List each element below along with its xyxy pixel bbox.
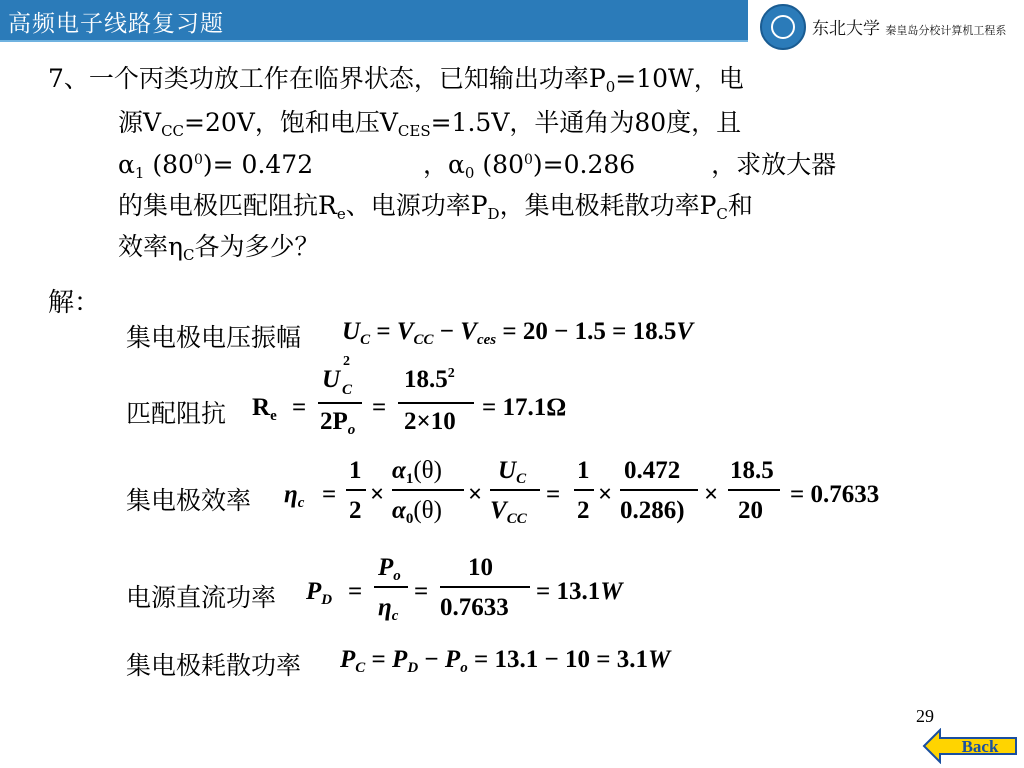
label-dc-power: 电源直流功率 bbox=[126, 583, 277, 612]
slide-title: 高频电子线路复习题 bbox=[8, 11, 224, 37]
equation-collector-efficiency: $\eta_c$ = 1 2 × $\alpha_1(\theta)$ $\alpha_0(\theta)$ × $U_C$ $V_{CC}$ = 1 2 × 0.472 0.286) × 18.5 20 = 0.7633 bbox=[284, 457, 880, 527]
label-dissipated-power: 集电极耗散功率 bbox=[126, 651, 302, 680]
question-line-5: 效率$\eta_C$各为多少？ bbox=[118, 232, 320, 264]
logo-name: 东北大学 bbox=[812, 19, 880, 39]
header-divider bbox=[0, 40, 748, 42]
question-line-2: 源$V_{CC}=20V$，饱和电压$V_{CES}=1.5V$，半通角为80度，且 bbox=[118, 108, 742, 140]
back-label: Back bbox=[961, 737, 999, 756]
solution-heading: 解： bbox=[48, 288, 101, 318]
equation-voltage-amplitude: $U_C = V_{CC} - V_{ces} = 20 - 1.5 = 18.5V$ bbox=[342, 318, 694, 348]
page-number: 29 bbox=[916, 706, 934, 726]
university-logo bbox=[760, 4, 1022, 54]
logo-department: 秦皇岛分校计算机工程系 bbox=[885, 24, 1007, 37]
equation-dissipated-power: $P_C = P_D - P_o = 13.1 - 10 = 3.1W$ bbox=[340, 646, 671, 676]
question-line-3: $\alpha_1$ $(80^0)= 0.472$ ，$\alpha_0$ $(80^0)=0.286$ ，求放大器 bbox=[118, 150, 837, 182]
equation-matching-impedance: $R_e$ = U C 2 $2P_o$ = $18.5^2$ 2×10 = 17.1Ω bbox=[252, 354, 567, 438]
equation-dc-power: $P_D$ = $P_o$ $\eta_c$ = 10 0.7633 = 13.1W bbox=[306, 554, 623, 624]
back-button[interactable] bbox=[922, 728, 1018, 764]
question-line-4: 的集电极匹配阻抗$R_e$、电源功率$P_D$，集电极耗散功率$P_C$和 bbox=[118, 191, 753, 223]
label-collector-efficiency: 集电极效率 bbox=[126, 486, 252, 515]
label-voltage-amplitude: 集电极电压振幅 bbox=[126, 323, 302, 352]
label-matching-impedance: 匹配阻抗 bbox=[126, 399, 227, 428]
question-line-1: 7、一个丙类功放工作在临界状态，已知输出功率$P_0=10W$，电 bbox=[48, 64, 744, 96]
university-seal-icon bbox=[760, 4, 806, 50]
